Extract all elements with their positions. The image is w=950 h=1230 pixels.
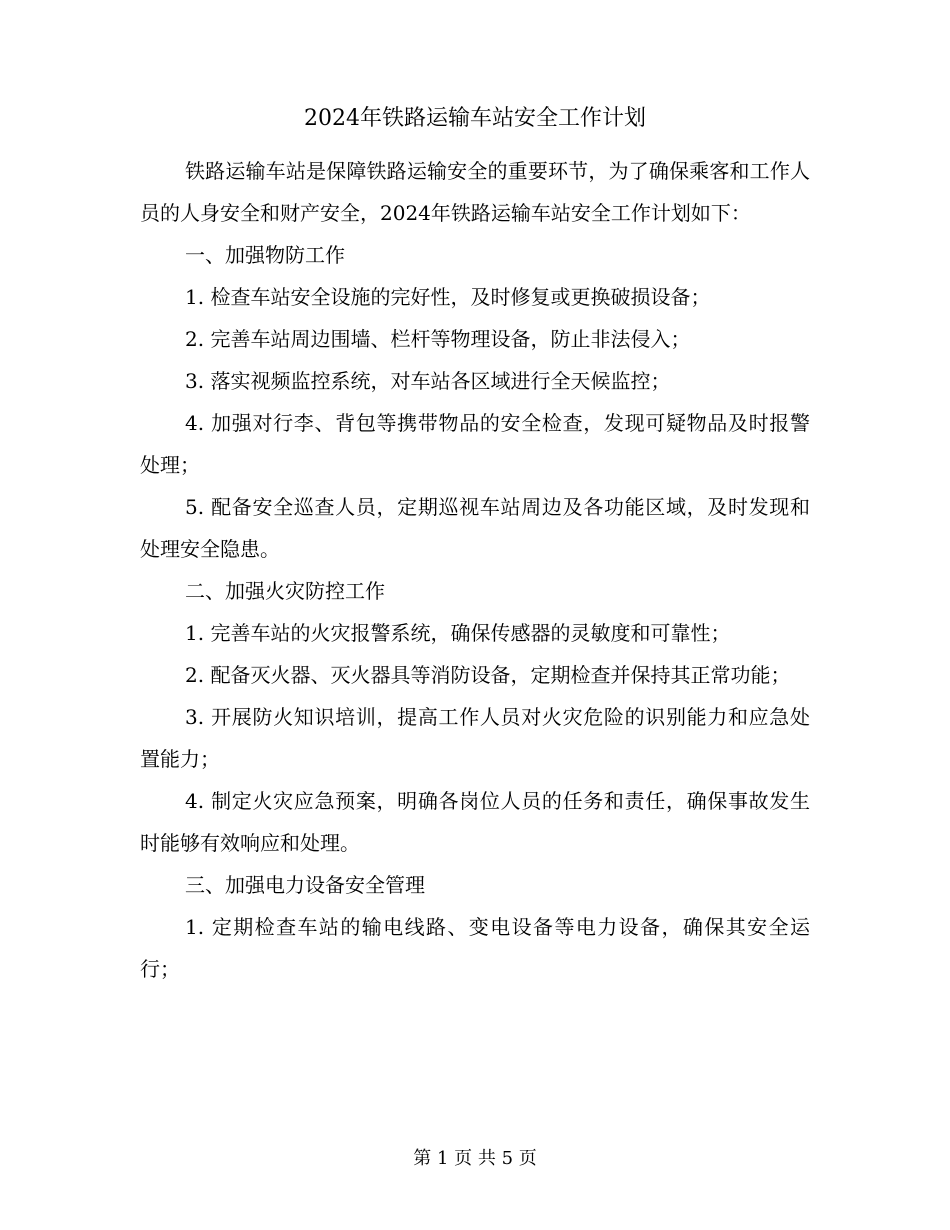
section-heading-power-equipment: 三、加强电力设备安全管理 [185,873,425,897]
section-heading-fire-prevention: 二、加强火灾防控工作 [185,579,385,603]
list-item: 5. 配备安全巡查人员，定期巡视车站周边及各功能区域，及时发现和处理安全隐患。 [140,495,810,561]
document-title: 2024年铁路运输车站安全工作计划 [304,106,646,131]
list-item: 3. 落实视频监控系统，对车站各区域进行全天候监控； [185,369,671,393]
section-heading-physical-defense: 一、加强物防工作 [185,243,345,267]
list-item: 1. 完善车站的火灾报警系统，确保传感器的灵敏度和可靠性； [185,621,731,645]
list-item: 2. 完善车站周边围墙、栏杆等物理设备，防止非法侵入； [185,327,691,351]
document-body [140,150,810,990]
paragraph-intro: 铁路运输车站是保障铁路运输安全的重要环节，为了确保乘客和工作人员的人身安全和财产安全，2024年铁路运输车站安全工作计划如下： [140,159,810,225]
page-number-footer: 第 1 页 共 5 页 [413,1148,537,1169]
list-item: 3. 开展防火知识培训，提高工作人员对火灾危险的识别能力和应急处置能力； [140,705,810,771]
list-item: 4. 制定火灾应急预案，明确各岗位人员的任务和责任，确保事故发生时能够有效响应和处理。 [140,789,810,855]
list-item: 1. 定期检查车站的输电线路、变电设备等电力设备，确保其安全运行； [140,915,810,981]
list-item: 4. 加强对行李、背包等携带物品的安全检查，发现可疑物品及时报警处理； [140,411,810,477]
list-item: 1. 检查车站安全设施的完好性，及时修复或更换破损设备； [185,285,711,309]
list-item: 2. 配备灭火器、灭火器具等消防设备，定期检查并保持其正常功能； [185,663,791,687]
